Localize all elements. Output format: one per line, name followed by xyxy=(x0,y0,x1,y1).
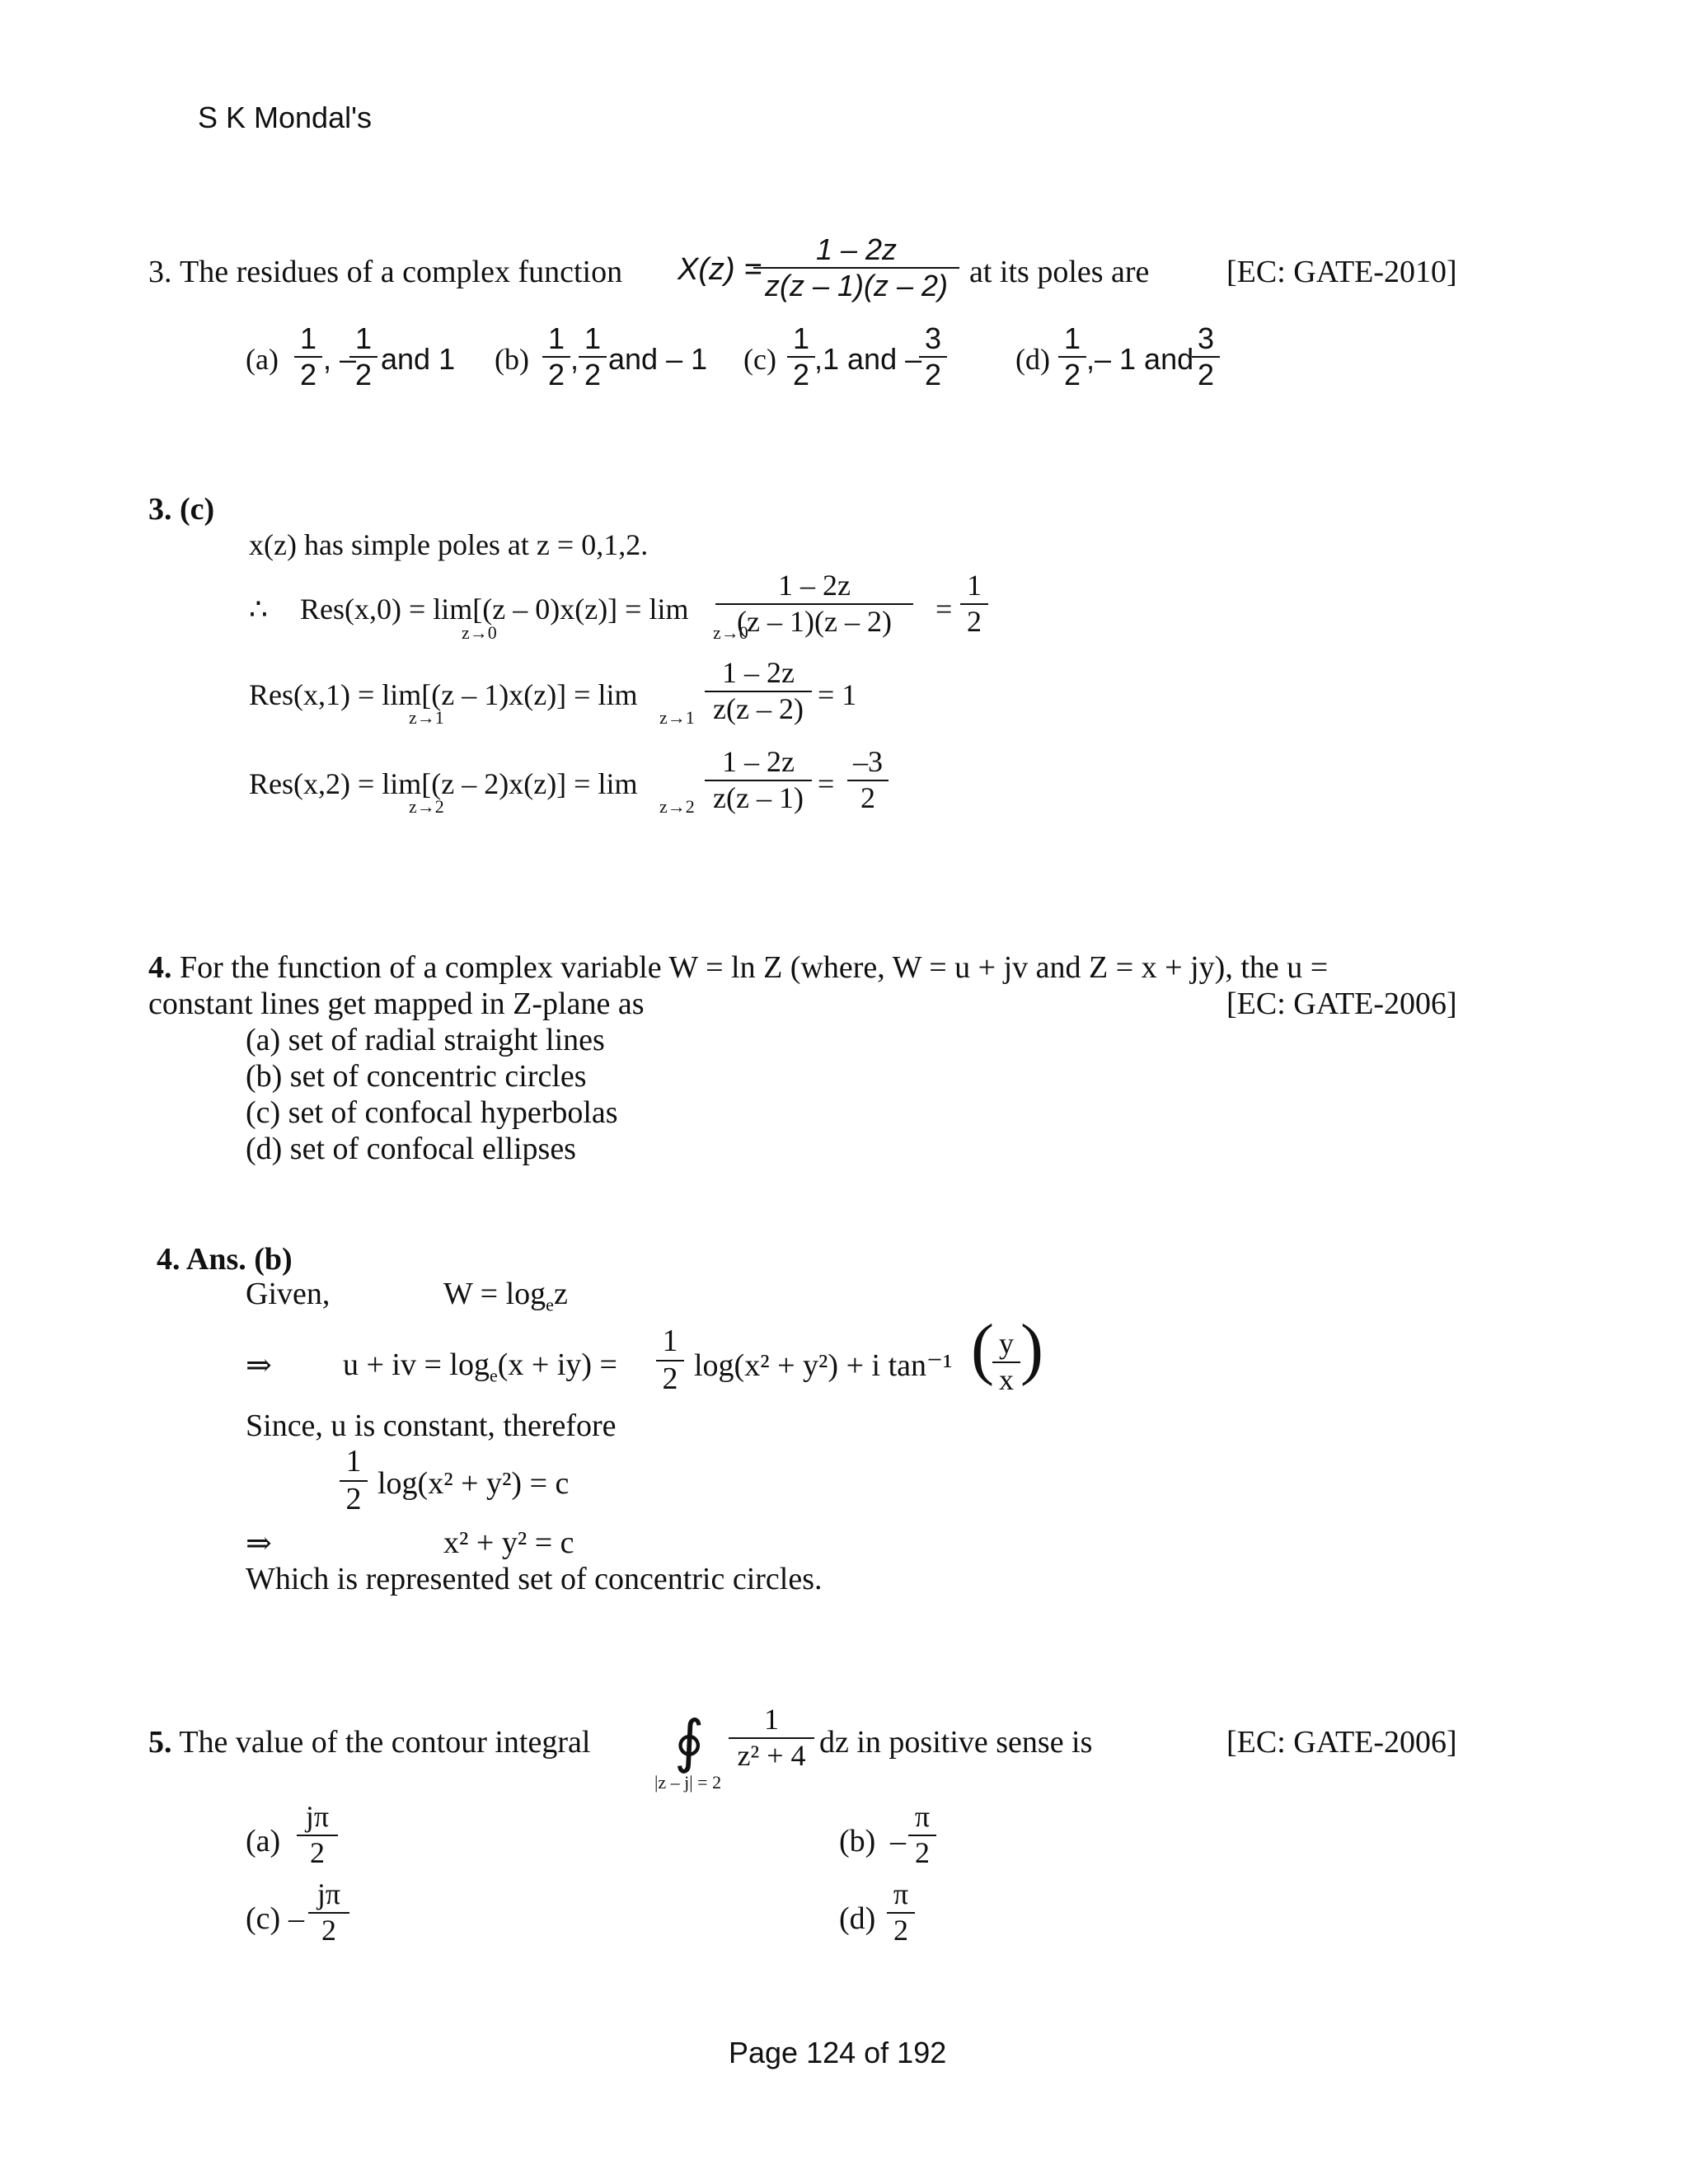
integral-subscript: |z – j| = 2 xyxy=(654,1772,722,1793)
question-5-number: 5. xyxy=(148,1725,172,1760)
q5-option-b-fraction xyxy=(908,1802,936,1869)
q5-option-b-label: (b) xyxy=(839,1824,876,1858)
fraction-denominator: (z – 1)(z – 2) xyxy=(737,604,892,638)
q3-option-b-label: (b) xyxy=(495,343,529,376)
fraction-numerator: 1 xyxy=(345,1444,362,1479)
half-fraction-2 xyxy=(340,1446,368,1516)
answer-4-line-5: x² + y² = c xyxy=(443,1526,574,1560)
fraction-denominator: x xyxy=(999,1362,1014,1396)
fraction-numerator: 1 – 2z xyxy=(815,232,898,266)
implies-arrow-1: ⇒ xyxy=(246,1348,272,1383)
fraction-denominator: 2 xyxy=(321,1913,336,1947)
question-3-function-lhs: X(z) = xyxy=(678,252,762,287)
question-5-line xyxy=(148,1724,590,1760)
q5-option-d-fraction xyxy=(887,1879,915,1947)
fraction-numerator: 1 – 2z xyxy=(722,745,795,778)
q3-option-d-mid: ,– 1 and xyxy=(1086,342,1194,376)
res-0-limit-sub-2: z→0 xyxy=(713,622,748,643)
fraction-numerator: 1 xyxy=(662,1324,678,1358)
question-3-source: [EC: GATE-2010] xyxy=(1226,255,1457,289)
question-4-number: 4. xyxy=(148,950,172,985)
fraction-numerator: 1 – 2z xyxy=(722,656,795,689)
answer-4-line-2-rhs: log(x² + y²) + i tan⁻¹ xyxy=(694,1348,953,1383)
res-0-limit-sub-1: z→0 xyxy=(462,622,497,643)
fraction-numerator: 1 – 2z xyxy=(778,569,851,602)
page-number: Page 124 of 192 xyxy=(729,2036,947,2069)
log-base: e xyxy=(546,1294,554,1315)
y-over-x-fraction xyxy=(992,1329,1020,1396)
res-1-fraction xyxy=(705,658,812,725)
question-4-line-2: constant lines get mapped in Z-plane as xyxy=(148,987,645,1021)
res-2-equals: = xyxy=(818,767,835,800)
fraction-denominator: z² + 4 xyxy=(737,1738,806,1772)
integrand-fraction xyxy=(729,1704,814,1772)
fraction-denominator: 2 xyxy=(662,1361,678,1396)
log-base: e xyxy=(489,1365,498,1386)
q3-option-d-fraction-1 xyxy=(1058,323,1086,391)
fraction-numerator: 3 xyxy=(1197,321,1215,355)
page-header-author: S K Mondal's xyxy=(198,101,372,134)
res-2-limit-sub-2: z→2 xyxy=(659,796,695,817)
q3-option-b-sep: , xyxy=(570,342,579,376)
q5-option-a-fraction xyxy=(297,1802,338,1869)
fraction-numerator: 1 xyxy=(354,321,373,355)
answer-4-line-2-lhs xyxy=(343,1347,617,1387)
q3-option-b-tail: and – 1 xyxy=(608,342,708,376)
question-5-source: [EC: GATE-2006] xyxy=(1226,1725,1457,1760)
question-3-function-fraction xyxy=(753,234,959,302)
fraction-numerator: π xyxy=(914,1800,931,1833)
q3-option-c-label: (c) xyxy=(743,343,776,376)
fraction-denominator: 2 xyxy=(924,357,942,391)
fraction-numerator: 1 xyxy=(967,569,982,602)
fraction-denominator: 2 xyxy=(299,357,317,391)
fraction-numerator: y xyxy=(999,1327,1014,1360)
fraction-numerator: –3 xyxy=(853,745,883,778)
q3-option-c-fraction-2 xyxy=(919,323,947,391)
fraction-denominator: z(z – 1)(z – 2) xyxy=(764,268,949,302)
fraction-numerator: 3 xyxy=(924,321,942,355)
equation-text: u + iv = log xyxy=(343,1347,490,1382)
q3-option-a-fraction-2 xyxy=(349,323,377,391)
q3-option-b-fraction-2 xyxy=(579,323,607,391)
q5-option-c-label: (c) xyxy=(246,1901,281,1936)
fraction-numerator: π xyxy=(893,1877,909,1910)
res-0-lhs: Res(x,0) = lim[(z – 0)x(z)] = lim xyxy=(300,593,689,626)
question-3-text: The residues of a complex function xyxy=(180,255,623,289)
fraction-numerator: 1 xyxy=(584,321,602,355)
question-4-option-a: (a) set of radial straight lines xyxy=(246,1023,605,1057)
fraction-denominator: 2 xyxy=(893,1913,908,1947)
q3-option-c-mid: ,1 and – xyxy=(814,342,922,376)
res-1-equals: = 1 xyxy=(818,678,857,711)
q5-option-a-label: (a) xyxy=(246,1824,281,1858)
fraction-denominator: 2 xyxy=(967,604,982,638)
res-1-limit-sub-1: z→1 xyxy=(409,707,444,728)
question-4-option-b: (b) set of concentric circles xyxy=(246,1059,587,1094)
fraction-numerator: 1 xyxy=(547,321,565,355)
therefore-symbol: ∴ xyxy=(249,593,268,626)
fraction-denominator: 2 xyxy=(1063,357,1081,391)
res-1-lhs: Res(x,1) = lim[(z – 1)x(z)] = lim xyxy=(249,678,638,711)
res-2-result xyxy=(847,747,889,814)
answer-3-heading: 3. (c) xyxy=(148,492,215,527)
question-4-source: [EC: GATE-2006] xyxy=(1226,987,1457,1021)
question-4-option-c: (c) set of confocal hyperbolas xyxy=(246,1095,618,1130)
q3-option-d-label: (d) xyxy=(1015,343,1050,376)
fraction-denominator: 2 xyxy=(310,1835,325,1869)
res-2-fraction xyxy=(705,747,812,814)
q3-option-a-sep: , – xyxy=(323,342,357,376)
res-2-lhs: Res(x,2) = lim[(z – 2)x(z)] = lim xyxy=(249,767,638,800)
fraction-numerator: 1 xyxy=(792,321,810,355)
equation-text-mid: (x + iy) = xyxy=(497,1347,617,1382)
answer-4-conclusion: Which is represented set of concentric circles. xyxy=(246,1562,823,1596)
res-1-limit-sub-2: z→1 xyxy=(659,707,695,728)
fraction-denominator: 2 xyxy=(584,357,602,391)
answer-4-heading: 4. Ans. (b) xyxy=(157,1242,293,1277)
fraction-denominator: 2 xyxy=(345,1481,362,1516)
fraction-denominator: z(z – 2) xyxy=(713,691,804,725)
question-4-line-1 xyxy=(148,949,1328,986)
res-0-equals: = xyxy=(935,593,953,626)
fraction-numerator: 1 xyxy=(764,1703,779,1736)
fraction-numerator: jπ xyxy=(316,1877,341,1910)
q3-option-d-fraction-2 xyxy=(1192,323,1220,391)
q5-option-d-label: (d) xyxy=(839,1901,876,1936)
res-0-result xyxy=(960,570,988,638)
half-fraction-1 xyxy=(656,1325,684,1396)
right-paren: ) xyxy=(1020,1310,1043,1387)
question-5-text-after: dz in positive sense is xyxy=(819,1725,1093,1760)
q3-option-a-tail: and 1 xyxy=(381,342,456,376)
answer-3-line-1: x(z) has simple poles at z = 0,1,2. xyxy=(249,528,649,561)
contour-integral-icon: ∮ xyxy=(674,1711,705,1774)
equation-tail: z xyxy=(553,1277,568,1311)
q5-option-b-sign: – xyxy=(890,1824,906,1858)
fraction-denominator: z(z – 1) xyxy=(713,780,804,814)
fraction-numerator: 1 xyxy=(299,321,317,355)
q5-option-c-fraction xyxy=(308,1879,349,1947)
q3-option-a-fraction-1 xyxy=(294,323,322,391)
question-5-text: The value of the contour integral xyxy=(179,1725,591,1760)
question-3-number: 3. xyxy=(148,255,172,289)
answer-4-since: Since, u is constant, therefore xyxy=(246,1408,617,1443)
fraction-denominator: 2 xyxy=(915,1835,930,1869)
answer-4-given: Given, xyxy=(246,1277,331,1311)
question-4-option-d: (d) set of confocal ellipses xyxy=(246,1132,576,1166)
fraction-numerator: 1 xyxy=(1063,321,1081,355)
question-4-text-line-1: For the function of a complex variable W = ln Z (where, W = u + jv and Z = x + jy), the u = xyxy=(180,950,1329,985)
q3-option-b-fraction-1 xyxy=(542,323,570,391)
answer-4-given-equation xyxy=(443,1276,568,1316)
left-paren: ( xyxy=(971,1310,994,1387)
res-2-limit-sub-1: z→2 xyxy=(409,796,444,817)
fraction-numerator: jπ xyxy=(305,1800,330,1833)
fraction-denominator: 2 xyxy=(860,780,875,814)
fraction-denominator: 2 xyxy=(1197,357,1215,391)
q3-option-a-label: (a) xyxy=(246,343,279,376)
res-0-fraction xyxy=(715,570,913,638)
fraction-denominator: 2 xyxy=(547,357,565,391)
question-3-text-after: at its poles are xyxy=(969,255,1150,289)
fraction-denominator: 2 xyxy=(354,357,373,391)
q5-option-c-sign: – xyxy=(288,1901,304,1936)
equation-text: W = log xyxy=(443,1277,546,1311)
implies-arrow-2: ⇒ xyxy=(246,1526,272,1561)
fraction-denominator: 2 xyxy=(792,357,810,391)
answer-4-line-4: log(x² + y²) = c xyxy=(377,1466,570,1501)
q3-option-c-fraction-1 xyxy=(787,323,815,391)
